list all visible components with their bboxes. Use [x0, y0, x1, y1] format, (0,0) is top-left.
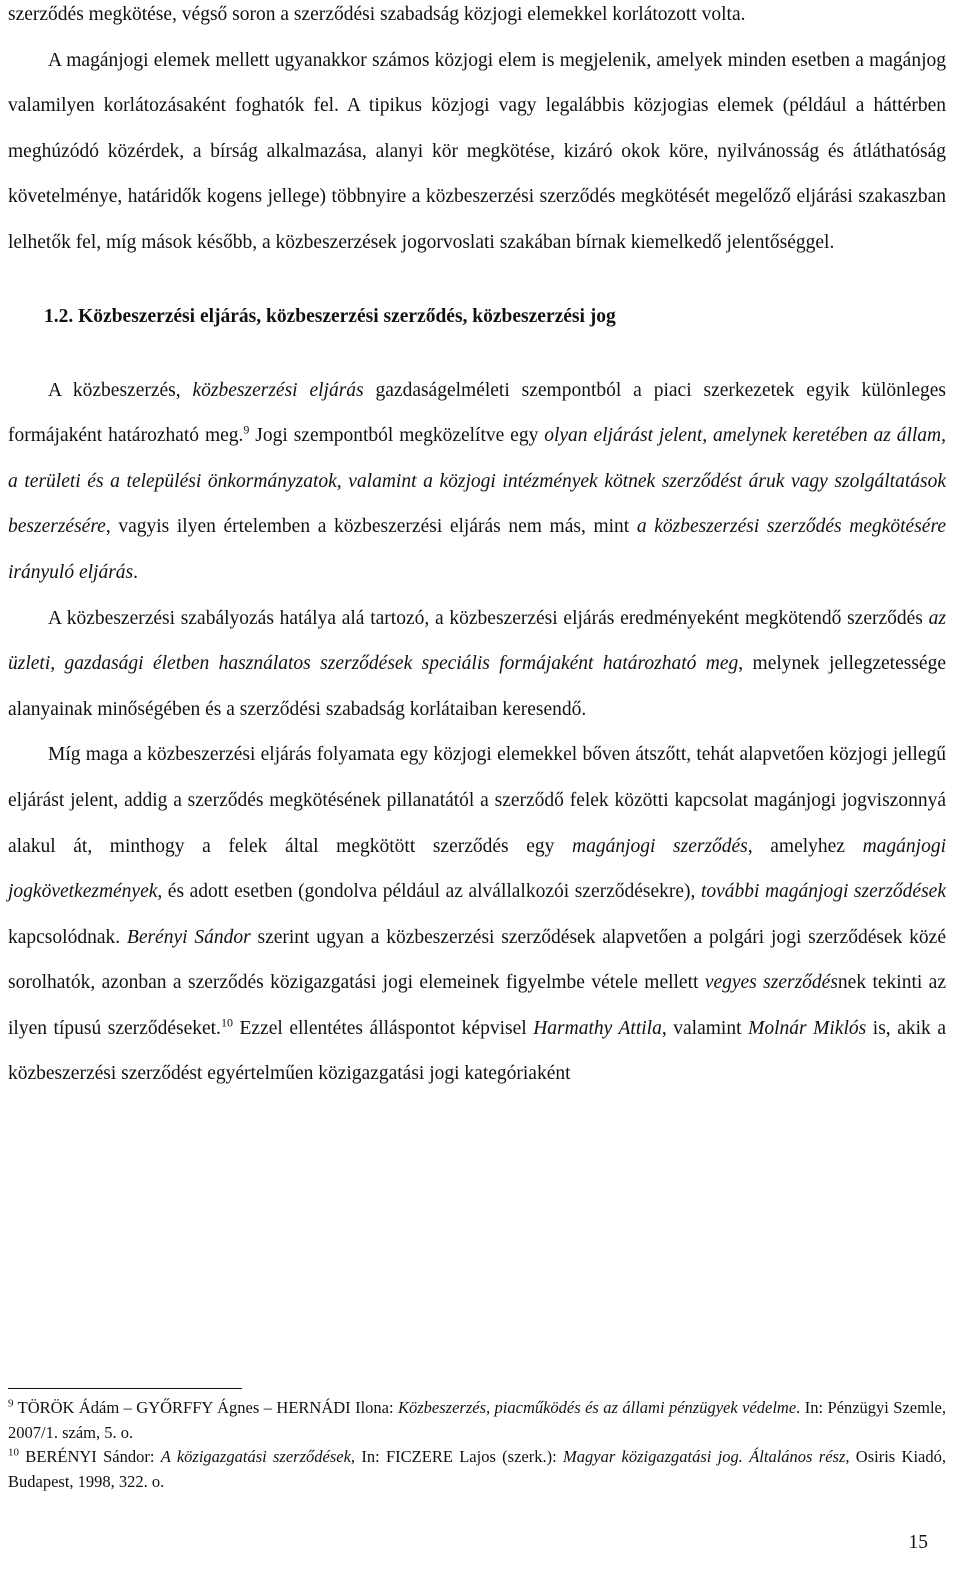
- footnotes: [8, 1396, 946, 1494]
- paragraph-public-law-elements: A magánjogi elemek mellett ugyanakkor számos közjogi elem is megjelenik, amelyek minden esetben a magánjog valamilyen korlátozásaként foghatók fel. A tipikus közjogi vagy legalábbis közjogias elemek (például a háttérben meghúzódó közérdek, a bírság alkalmazása, alanyi kör megkötése, kizáró okok köre, nyilvánosság és átláthatóság követelménye, határidők kogens jellege) többnyire a közbeszerzési szerződés megkötését megelőző eljárási szakaszban lelhetők fel, míg mások később, a közbeszerzések jogorvoslati szakában bírnak kiemelkedő jelentőséggel.: [8, 49, 946, 253]
- paragraph-contract-definition: A közbeszerzési szabályozás hatálya alá tartozó, a közbeszerzési eljárás eredményeként megkötendő szerződés az üzleti, gazdasági életben használatos szerződések speciális formájaként határozható meg, melynek jellegzetessége alanyainak minőségében és a szerződési szabadság korlátaiban keresendő.: [8, 607, 946, 720]
- footnote-ref-10[interactable]: 10: [220, 1015, 233, 1030]
- paragraph-private-law-nature: Míg maga a közbeszerzési eljárás folyamata egy közjogi elemekkel bőven átszőtt, tehát alapvetően közjogi jellegű eljárást jelent, addig a szerződés megkötésének pillanatától a szerződő felek közötti kapcsolat magánjogi jogviszonnyá alakul át, minthogy a felek által megkötött szerződés egy magánjogi szerződés, amelyhez magánjogi jogkövetkezmények, és adott esetben (gondolva például az alvállalkozói szerződésekre), további magánjogi szerződések kapcsolódnak. Berényi Sándor szerint ugyan a közbeszerzési szerződések alapvetően a polgári jogi szerződések közé sorolhatók, azonban a szerződés közigazgatási jogi elemeinek figyelmbe vétele mellett vegyes szerződésnek tekinti az ilyen típusú szerződéseket.$^{10}$ Ezzel ellentétes álláspontot képvisel Harmathy Attila, valamint Molnár Miklós is, akik a közbeszerzési szerződést egyértelműen közigazgatási jogi kategóriaként: [8, 744, 947, 1085]
- footnote-ref-9[interactable]: 9: [243, 422, 250, 437]
- paragraph-procurement-definition: A közbeszerzés, közbeszerzési eljárás gazdaságelméleti szempontból a piaci szerkezetek egyik különleges formájaként határozható meg.$^9$ Jogi szempontból megközelítve egy olyan eljárást jelent, amelynek keretében az állam, a területi és a települési önkormányzatok, valamint a közjogi intézmények kötnek szerződést áruk vagy szolgáltatások beszerzésére, vagyis ilyen értelemben a közbeszerzési eljárás nem más, mint a közbeszerzési szerződés megkötésére irányuló eljárás.: [8, 379, 947, 583]
- paragraph-continuation: szerződés megkötése, végső soron a szerződési szabadság közjogi elemekkel korlátozott volta.: [8, 4, 746, 25]
- footnote-divider: [8, 1388, 242, 1389]
- document-page: [8, 0, 947, 1553]
- page-number: 15: [908, 1532, 928, 1553]
- footnote-10: $^{10}$ BERÉNYI Sándor: A közigazgatási szerződések, In: FICZERE Lajos (szerk.): Magyar közigazgatási jog. Általános rész, Osiris Kiadó, Budapest, 1998, 322. o.: [8, 1446, 946, 1491]
- footnote-9: $^9$ TÖRÖK Ádám – GYŐRFFY Ágnes – HERNÁDI Ilona: Közbeszerzés, piacműködés és az állami pénzügyek védelme. In: Pénzügyi Szemle, 2007/1. szám, 5. o.: [8, 1397, 946, 1442]
- section-heading: 1.2. Közbeszerzési eljárás, közbeszerzési szerződés, közbeszerzési jog: [44, 305, 616, 327]
